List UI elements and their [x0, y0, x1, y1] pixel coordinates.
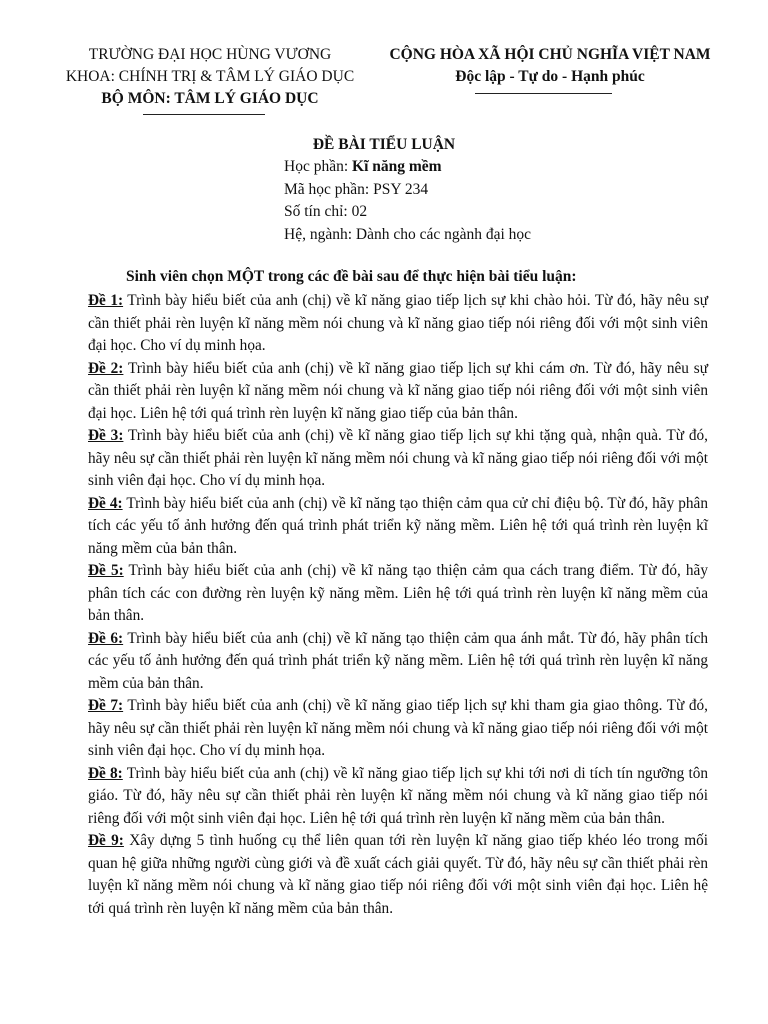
course-program: Hệ, ngành: Dành cho các ngành đại học — [284, 225, 532, 243]
topic-text: Trình bày hiểu biết của anh (chị) về kĩ năng giao tiếp lịch sự khi cám ơn. Từ đó, hãy nêu sự cần thiết phải rèn luyện kĩ năng mềm nói chung và kĩ năng giao tiếp nói riêng đối với một sinh viên đại học. Liên hệ tới quá trình rèn luyện kĩ năng giao tiếp của bản thân. — [88, 359, 708, 422]
course-credits: Số tín chỉ: 02 — [284, 203, 368, 220]
topic-number: Đề 5: — [88, 562, 124, 579]
topic-text: Trình bày hiểu biết của anh (chị) về kĩ năng tạo thiện cảm qua ánh mắt. Từ đó, hãy phân tích các yếu tố ảnh hưởng đến quá trình phát triển kỹ năng mềm. Liên hệ tới quá trình rèn luyện kĩ năng mềm của bản thân. — [88, 629, 709, 692]
topic-number: Đề 4: — [88, 494, 123, 512]
topic-item — [88, 290, 708, 358]
topic-number: Đề 7: — [88, 697, 124, 714]
header-left-divider — [143, 114, 265, 115]
topic-item — [88, 493, 708, 561]
course-subject — [284, 156, 724, 179]
topic-item — [88, 358, 708, 426]
topic-item — [88, 425, 708, 493]
topic-number: Đề 1: — [88, 292, 124, 309]
topic-text: Xây dựng 5 tình huống cụ thể liên quan tới rèn luyện kĩ năng giao tiếp khéo léo trong mối quan hệ giữa những người cùng giới và đề xuất cách giải quyết. Từ đó, hãy nêu sự cần thiết phải rèn luyện kĩ năng mềm nói chung và kĩ năng giao tiếp nói riêng đối với một sinh viên đại học. Liên hệ tới quá trình rèn luyện kĩ năng mềm của bản thân. — [88, 832, 709, 917]
nation-header — [372, 44, 728, 88]
institution-header — [40, 44, 380, 110]
document-title: ĐỀ BÀI TIỂU LUẬN — [312, 136, 456, 153]
faculty-name: KHOA: CHÍNH TRỊ & TÂM LÝ GIÁO DỤC — [65, 68, 355, 85]
topic-number: Đề 9: — [88, 832, 124, 849]
header-right-divider — [475, 93, 612, 94]
course-subject-value: Kĩ năng mềm — [352, 158, 442, 175]
department-name: BỘ MÔN: TÂM LÝ GIÁO DỤC — [101, 90, 319, 107]
topic-number: Đề 3: — [88, 427, 124, 444]
topic-item — [88, 763, 708, 831]
nation-motto: Độc lập - Tự do - Hạnh phúc — [455, 68, 645, 85]
topic-list — [88, 290, 708, 920]
topic-number: Đề 2: — [88, 359, 124, 377]
topic-text: Trình bày hiểu biết của anh (chị) về kĩ năng giao tiếp lịch sự khi tặng quà, nhận quà. Từ đó, hãy nêu sự cần thiết phải rèn luyện kĩ năng mềm nói chung và kĩ năng giao tiếp nói riêng đối với một sinh viên đại học. Cho ví dụ minh họa. — [88, 427, 709, 489]
course-info — [284, 156, 724, 246]
topic-text: Trình bày hiểu biết của anh (chị) về kĩ năng tạo thiện cảm qua cách trang điểm. Từ đó, hãy phân tích các con đường rèn luyện kỹ năng mềm. Liên hệ tới quá trình rèn luyện kĩ năng mềm của bản thân. — [88, 562, 708, 624]
topic-text: Trình bày hiểu biết của anh (chị) về kĩ năng giao tiếp lịch sự khi tham gia giao thông. Từ đó, hãy nêu sự cần thiết phải rèn luyện kĩ năng mềm nói chung và kĩ năng giao tiếp nói riêng đối với một sinh viên đại học. Cho ví dụ minh họa. — [88, 697, 708, 759]
topic-item — [88, 560, 708, 628]
course-subject-label: Học phần: — [284, 158, 353, 175]
topic-item — [88, 628, 708, 696]
topic-text: Trình bày hiểu biết của anh (chị) về kĩ năng giao tiếp lịch sự khi chào hỏi. Từ đó, hãy nêu sự cần thiết phải rèn luyện kĩ năng mềm nói chung và kĩ năng giao tiếp nói riêng đối với một sinh viên đại học. Cho ví dụ minh họa. — [88, 292, 708, 354]
topic-text: Trình bày hiểu biết của anh (chị) về kĩ năng giao tiếp lịch sự khi tới nơi di tích tín ngưỡng tôn giáo. Từ đó, hãy nêu sự cần thiết phải rèn luyện kĩ năng mềm nói chung và kĩ năng giao tiếp nói riêng đối với một sinh viên đại học. Liên hệ tới quá trình rèn luyện kĩ năng mềm của bản thân. — [88, 764, 708, 827]
topic-item — [88, 695, 708, 763]
topic-number: Đề 6: — [88, 629, 124, 647]
course-code: Mã học phần: PSY 234 — [284, 180, 429, 198]
university-name: TRƯỜNG ĐẠI HỌC HÙNG VƯƠNG — [88, 46, 332, 63]
topic-text: Trình bày hiểu biết của anh (chị) về kĩ năng tạo thiện cảm qua cử chỉ điệu bộ. Từ đó, hãy phân tích các yếu tố ảnh hưởng đến quá trình phát triển kỹ năng mềm. Liên hệ tới quá trình rèn luyện kĩ năng mềm của bản thân. — [88, 494, 708, 557]
instruction-text: Sinh viên chọn MỘT trong các đề bài sau để thực hiện bài tiểu luận: — [126, 268, 577, 285]
topic-number: Đề 8: — [88, 764, 123, 782]
nation-name: CỘNG HÒA XÃ HỘI CHỦ NGHĨA VIỆT NAM — [389, 46, 711, 63]
topic-item — [88, 830, 708, 920]
